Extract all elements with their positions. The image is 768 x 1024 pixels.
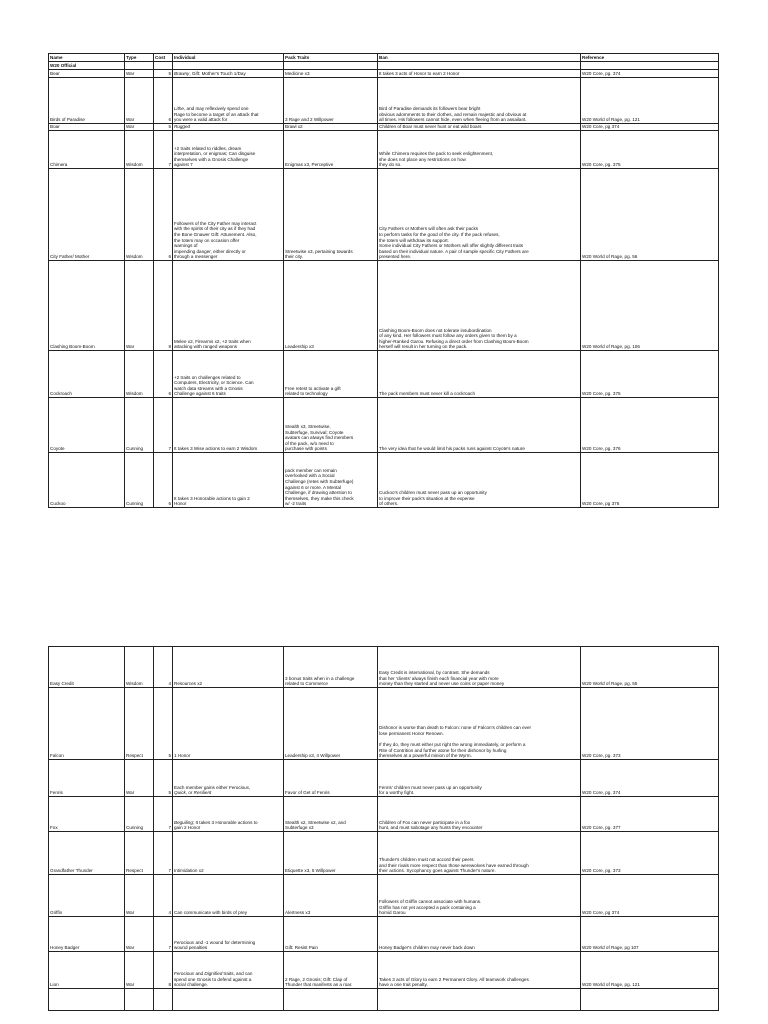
cell-type xyxy=(125,989,154,1011)
table-row xyxy=(49,832,719,875)
cell-pack-traits: Favor of Get of Fenris xyxy=(284,760,378,797)
table-row xyxy=(49,917,719,952)
cell-individual: Followers of the City Father may interact with the spirits of their city as if they had the Bone Gnawer Gift: Attunement. Also, the totem may on occasion offer warnings of impending danger, either directly or through a messenger xyxy=(173,169,284,261)
cell-individual: Beguiling; It takes 3 Honorable actions to gain 2 Honor xyxy=(173,797,284,832)
cell-pack-traits: Streetwise x3, pertaining towards their city. xyxy=(284,169,378,261)
header-row xyxy=(49,54,719,62)
col-header-individual: Individual xyxy=(173,54,284,62)
cell-individual: Intimidation x2 xyxy=(173,832,284,875)
cell-reference: W20 Core, pg. 375 xyxy=(581,351,719,398)
cell-pack-traits: Brawl x2 xyxy=(284,124,378,131)
cell-type: Respect xyxy=(125,688,154,760)
cell-cost: 7 xyxy=(154,832,173,875)
cell-ban: It takes 3 acts of Honor to earn 2 Honor xyxy=(378,70,581,78)
cell-reference: W20 World of Rage, pg. 106 xyxy=(581,261,719,351)
cell-individual: 1 Honor xyxy=(173,688,284,760)
cell-pack-traits: Leadership x3 xyxy=(284,261,378,351)
cell-ban: Clashing Boom-Boom does not tolerate insubordination of any kind. Her followers must follow any orders given to them by a higher-Ranked Garou. Refusing a direct order from Clashing Boom-Boom herself will result in her turning on the pack. xyxy=(378,261,581,351)
table-row xyxy=(49,647,719,688)
cell-name: Chimera xyxy=(49,131,125,169)
cell-individual: Ferocious and -1 wound for determining wound penalties xyxy=(173,917,284,952)
table-row xyxy=(49,875,719,917)
cell-reference: W20 Core, pg. 373 xyxy=(581,832,719,875)
cell-pack-traits: Alertness x3 xyxy=(284,875,378,917)
cell-pack-traits: 2 Rage, 2 Gnosis; Gift: Clap of Thunder that manifests as a roar. xyxy=(284,952,378,989)
cell-ban: Thunder's children must not accord their peers and their rivals more respect than those werewolves have earned through their actions. Sycophancy goes against Thunder's nature. xyxy=(378,832,581,875)
cell-type: Respect xyxy=(125,832,154,875)
cell-cost: 5 xyxy=(154,760,173,797)
cell-ban: Fenris' children must never pass up an opportunity for a worthy fight. xyxy=(378,760,581,797)
table-row xyxy=(49,261,719,351)
col-header-name: Name xyxy=(49,54,125,62)
cell-ban: Dishonor is worse than death to Falcon: none of Falcon's children can ever lose permanent Honor Renown. If they do, they must either put right the wrong immediately, or perform a Rite of Contrition and further atone for their dishonor by hurling themselves at a powerful minion of the Wyrm. xyxy=(378,688,581,760)
table-row xyxy=(49,453,719,508)
cell-cost: 4 xyxy=(154,875,173,917)
cell-cost: 8 xyxy=(154,261,173,351)
cell-individual: Melee x2, Firearms x2, +2 traits when attacking with ranged weapons xyxy=(173,261,284,351)
cell-type: Wisdom xyxy=(125,169,154,261)
cell-type: War xyxy=(125,760,154,797)
cell-pack-traits: Stealth x3, Streetwise, Subterfuge, Survival; Coyote avatars can always find members of the pack, w/o need to purchase with points xyxy=(284,398,378,453)
cell-type: War xyxy=(125,952,154,989)
cell-name: Cockroach xyxy=(49,351,125,398)
cell-ban xyxy=(378,989,581,1011)
cell-ban: City Fathers or Mothers will often ask their packs to perform tasks for the good of the city. If the pack refuses, the totem will withdraw its support. Some individual City Fathers or Mothers will offer slightly different traits based on their individual nature. A pair of sample specific City Fathers are presented here. xyxy=(378,169,581,261)
cell-individual xyxy=(173,989,284,1011)
cell-individual: +2 traits related to riddles, dream interpretation, or enigmas; Can disguise themselves with a Gnosis Challenge against 7 xyxy=(173,131,284,169)
cell-individual: Can communicate with birds of prey xyxy=(173,875,284,917)
cell-cost: 6 xyxy=(154,169,173,261)
cell-individual: +2 traits on challenges related to Computers, Electricity, or Science. Can watch data streams with a Gnosis Challenge against 6 traits xyxy=(173,351,284,398)
cell-name: Fenris xyxy=(49,760,125,797)
cell-cost: 7 xyxy=(154,398,173,453)
cell-reference: W20 Core, pg 376 xyxy=(581,453,719,508)
cell-individual: It takes 3 Wise actions to earn 2 Wisdom xyxy=(173,398,284,453)
cell-pack-traits: Free retest to activate a gift related to technology xyxy=(284,351,378,398)
cell-type: Wisdom xyxy=(125,351,154,398)
cell-cost: 7 xyxy=(154,131,173,169)
table-row xyxy=(49,124,719,131)
cell-individual: Resources x2 xyxy=(173,647,284,688)
cell-type: Cunning xyxy=(125,398,154,453)
cell-pack-traits xyxy=(284,989,378,1011)
table-row xyxy=(49,989,719,1011)
cell-ban: Followers of Griffin cannot associate with humans. Griffin has not yet accepted a pack containing a homid Garou xyxy=(378,875,581,917)
cell-individual: It takes 3 Honorable actions to gain 2 Honor xyxy=(173,453,284,508)
cell-reference: W20 World of Rage, pg 107 xyxy=(581,917,719,952)
cell-cost: 5 xyxy=(154,688,173,760)
cell-ban: Cuckoo's children must never pass up an opportunity to improve their pack's situation at the expense of others. xyxy=(378,453,581,508)
cell-cost xyxy=(154,989,173,1011)
cell-cost: 6 xyxy=(154,351,173,398)
cell-ban: Bird of Paradise demands its followers bear bright obvious adornments to their clothes, and remain majestic and obvious at all times. His followers cannot hide, even when fleeing from an assailant. xyxy=(378,78,581,124)
cell-reference: W20 Core, pg. 376 xyxy=(581,398,719,453)
cell-name: Honey Badger xyxy=(49,917,125,952)
cell-pack-traits: 3 bonus traits when in a challenge related to Commerce xyxy=(284,647,378,688)
table-row xyxy=(49,952,719,989)
table-row xyxy=(49,131,719,169)
cell-reference: W20 Core, pg. 374 xyxy=(581,760,719,797)
cell-reference: W20 World of Rage, pg. 121 xyxy=(581,952,719,989)
table-row xyxy=(49,760,719,797)
table-row xyxy=(49,78,719,124)
cell-name: Griffin xyxy=(49,875,125,917)
col-header-reference: Reference xyxy=(581,54,719,62)
cell-type: War xyxy=(125,124,154,131)
cell-reference: W20 Core, pg. 374 xyxy=(581,70,719,78)
cell-ban: Takes 3 acts of Glory to earn 2 Permanent Glory. All teamwork challenges have a one trait penalty. xyxy=(378,952,581,989)
cell-type: Cunning xyxy=(125,453,154,508)
section-row xyxy=(49,62,719,70)
table-row xyxy=(49,688,719,760)
cell-pack-traits: Etiquette x3, 5 Willpower xyxy=(284,832,378,875)
cell-ban: While Chimera requires the pack to seek enlightenment, she does not place any restrictions on how they do so. xyxy=(378,131,581,169)
cell-cost: 5 xyxy=(154,70,173,78)
col-header-ban: Ban xyxy=(378,54,581,62)
cell-ban: Children of Boar must never hunt or eat wild boars xyxy=(378,124,581,131)
cell-name: Fox xyxy=(49,797,125,832)
cell-ban: Easy Credit is international, by contrast. She demands that her 'clients' always finish each financial year with more money than they started and never use coins or paper money xyxy=(378,647,581,688)
cell-cost: 6 xyxy=(154,453,173,508)
table-row xyxy=(49,169,719,261)
cell-reference: W20 World of Rage, pg. 56 xyxy=(581,169,719,261)
totem-table-continued xyxy=(48,646,719,1011)
cell-name: Birds of Paradise xyxy=(49,78,125,124)
cell-type: War xyxy=(125,78,154,124)
cell-type: Wisdom xyxy=(125,647,154,688)
cell-pack-traits: Gift: Resist Pain xyxy=(284,917,378,952)
cell-type: Wisdom xyxy=(125,131,154,169)
cell-reference: W20 Core, pg 374 xyxy=(581,875,719,917)
cell-cost: 7 xyxy=(154,917,173,952)
table-row xyxy=(49,398,719,453)
section-label: W20 Official xyxy=(49,62,125,70)
cell-cost: 8 xyxy=(154,952,173,989)
cell-individual: Rugged xyxy=(173,124,284,131)
cell-name: Easy Credit xyxy=(49,647,125,688)
col-header-cost: Cost xyxy=(154,54,173,62)
cell-name: City Father/ Mother xyxy=(49,169,125,261)
cell-pack-traits: Enigmas x3, Perceptive xyxy=(284,131,378,169)
cell-pack-traits: pack member can remain overlooked with a Social Challenge (retes with Subterfuge) against 6 or more. A Mental Challenge, if drawing attention to themselves, they make this check w/ -2 traits xyxy=(284,453,378,508)
cell-individual: Each member gains either Ferocious, Quick, or Resilient xyxy=(173,760,284,797)
cell-reference: W20 Core, pg. 377 xyxy=(581,797,719,832)
cell-name: Grandfather Thunder xyxy=(49,832,125,875)
cell-reference: W20 Core, pg. 373 xyxy=(581,688,719,760)
cell-cost: 6 xyxy=(154,78,173,124)
cell-ban: Honey Badger's children may never back down xyxy=(378,917,581,952)
cell-reference: W20 World of Rage, pg. 121 xyxy=(581,78,719,124)
cell-pack-traits: 3 Rage and 2 Willpower xyxy=(284,78,378,124)
cell-name: Boar xyxy=(49,124,125,131)
cell-pack-traits: Medicine x3 xyxy=(284,70,378,78)
cell-name xyxy=(49,989,125,1011)
cell-type: War xyxy=(125,70,154,78)
cell-individual: Ferocious and Dignified traits, and can spend one Gnosis to defend against a social challenge. xyxy=(173,952,284,989)
cell-type: War xyxy=(125,917,154,952)
cell-name: Lion xyxy=(49,952,125,989)
cell-name: Coyote xyxy=(49,398,125,453)
table-row xyxy=(49,797,719,832)
table-row xyxy=(49,70,719,78)
cell-individual: Brawny, Gift: Mother's Touch 1/Day xyxy=(173,70,284,78)
cell-type: War xyxy=(125,261,154,351)
cell-pack-traits: Stealth x2, Streetwise x2, and Subterfuge x3 xyxy=(284,797,378,832)
col-header-type: Type xyxy=(125,54,154,62)
cell-individual: Lithe, and may reflexively spend one Rage to become a target of an attack that you were a valid attack for xyxy=(173,78,284,124)
cell-name: Bear xyxy=(49,70,125,78)
totem-table-official xyxy=(48,53,719,508)
cell-name: Falcon xyxy=(49,688,125,760)
cell-reference: W20 World of Rage, pg. 55 xyxy=(581,647,719,688)
cell-ban: Children of Fox can never participate in a fox hunt, and must sabotage any hunts they encounter xyxy=(378,797,581,832)
cell-reference: W20 Core, pg. 375 xyxy=(581,131,719,169)
cell-reference: W20 Core, pg 374 xyxy=(581,124,719,131)
cell-name: Cuckoo xyxy=(49,453,125,508)
col-header-pack-traits: Pack Traits xyxy=(284,54,378,62)
cell-ban: The pack members must never kill a cockroach xyxy=(378,351,581,398)
table-row xyxy=(49,351,719,398)
cell-cost: 5 xyxy=(154,124,173,131)
cell-name: Clashing Boom-Boom xyxy=(49,261,125,351)
cell-pack-traits: Leadership x3, 4 Willpower xyxy=(284,688,378,760)
cell-ban: The very idea that he would limit his packs runs against Coyote's nature xyxy=(378,398,581,453)
cell-type: War xyxy=(125,875,154,917)
cell-cost: 7 xyxy=(154,797,173,832)
cell-reference xyxy=(581,989,719,1011)
cell-type: Cunning xyxy=(125,797,154,832)
cell-cost: 4 xyxy=(154,647,173,688)
